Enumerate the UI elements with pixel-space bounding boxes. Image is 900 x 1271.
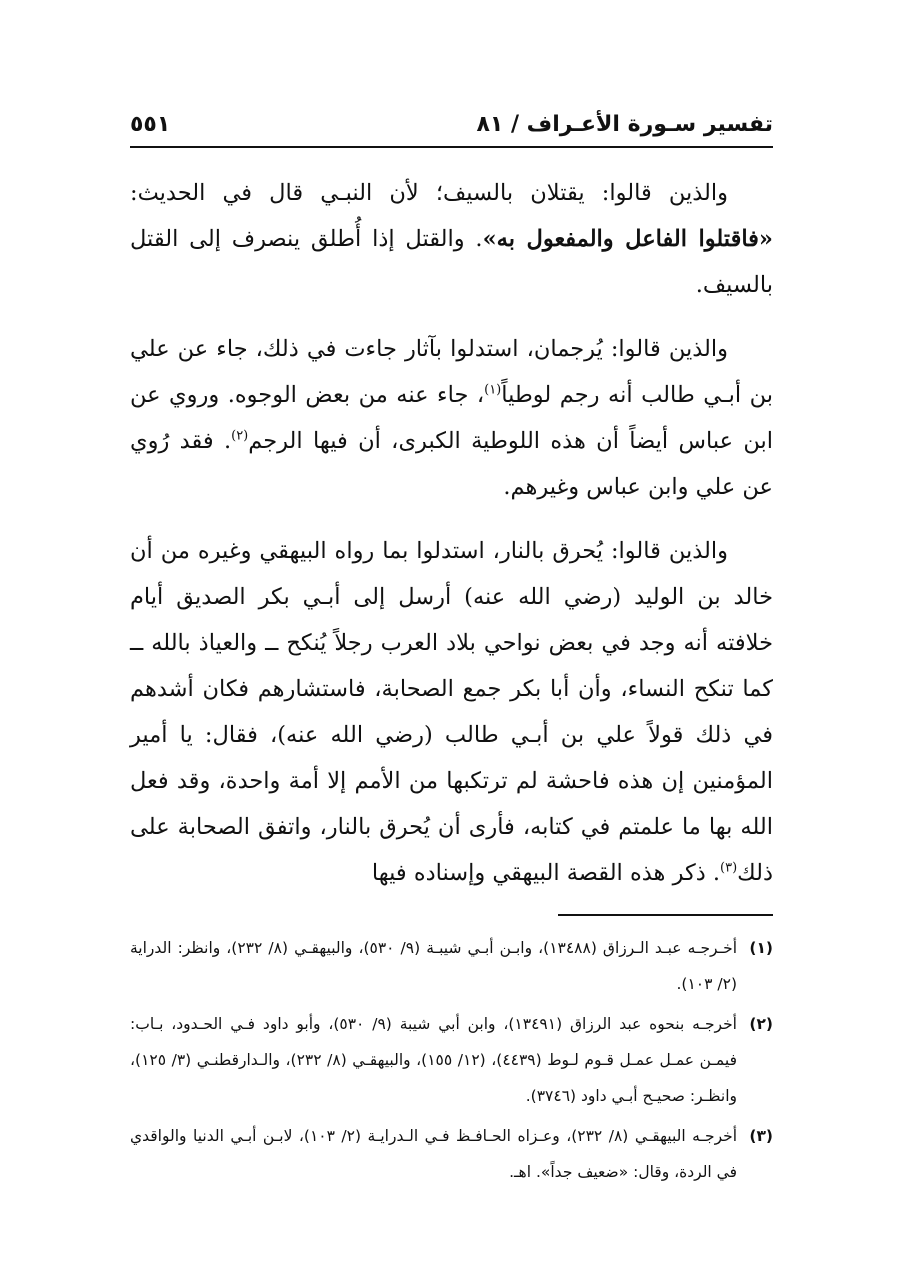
footnote-ref-2[interactable]: (٢) (231, 428, 249, 444)
paragraph-1 (130, 170, 773, 308)
footnote-number: (٣) (749, 1127, 773, 1145)
footnote-text: أخرجـه البيهقـي (٨/ ٢٣٢)، وعـزاه الحـافـظ فـي الـدرايـة (٢/ ١٠٣)، لابـن أبـي الدنيا والواقدي في الردة، وقال: «ضعيف جداً». اهـ. (130, 1127, 738, 1181)
paragraph-text: والذين قالوا: يُرجمان، استدلوا بآثار جاءت في ذلك، جاء عن علي بن أبـي طالب أنه رجم لوطياً (130, 336, 773, 408)
page-number: ٥٥١ (130, 112, 171, 137)
paragraph-text: . والقتل إذا أُطلق ينصرف إلى القتل بالسيف. (130, 226, 773, 298)
footnote-number: (٢) (749, 1015, 773, 1033)
main-text (130, 170, 773, 896)
footnote-2 (130, 1006, 773, 1114)
footnote-1 (130, 930, 773, 1002)
footnotes (130, 930, 773, 1190)
footnote-text: أخـرجـه عبـد الـرزاق (١٣٤٨٨)، وابـن أبـي شيبـة (٩/ ٥٣٠)، والبيهقـي (٨/ ٢٣٢)، وانظر: الدراية (٢/ ١٠٣). (130, 939, 738, 993)
footnote-ref-3[interactable]: (٣) (720, 860, 738, 876)
book-page (130, 100, 773, 1194)
paragraph-text: . فقد رُوي عن علي وابن عباس وغيرهم. (130, 428, 773, 500)
footnote-3 (130, 1118, 773, 1190)
footnote-separator (558, 914, 773, 916)
paragraph-3 (130, 528, 773, 896)
footnote-text: أخرجـه بنحوه عبد الرزاق (١٣٤٩١)، وابن أبي شيبة (٩/ ٥٣٠)، وأبو داود فـي الحـدود، بـاب: فيمـن عمـل عمـل قـوم لـوط (٤٤٣٩)، (١٢/ ١٥٥)، والبيهقـي (٨/ ٢٣٢)، والـدارقطنـي (٣/ ١٢٥)، وانظـر: صحيـح أبـي داود (٣٧٤٦). (130, 1015, 737, 1105)
footnote-ref-1[interactable]: (١) (484, 382, 502, 398)
paragraph-text: . ذكر هذه القصة البيهقي وإسناده فيها (371, 860, 721, 886)
header-title: تفسير سـورة الأعـراف / ٨١ (476, 112, 773, 137)
hadith-quote: «فاقتلوا الفاعل والمفعول به» (482, 226, 773, 252)
footnote-number: (١) (749, 939, 773, 957)
paragraph-text: والذين قالوا: يُحرق بالنار، استدلوا بما رواه البيهقي وغيره من أن خالد بن الوليد (رضي الله عنه) أرسل إلى أبـي بكر الصديق أيام خلافته أنه وجد في بعض نواحي بلاد العرب رجلاً يُنكح ــ والعياذ بالله ــ كما تنكح النساء، وأن أبا بكر جمع الصحابة، فاستشارهم فكان أشدهم في ذلك قولاً علي بن أبـي طالب (رضي الله عنه)، فقال: يا أمير المؤمنين إن هذه فاحشة لم ترتكبها من الأمم إلا أمة واحدة، وقد فعل الله بها ما علمتم في كتابه، فأرى أن يُحرق بالنار، واتفق الصحابة على ذلك (130, 538, 773, 886)
paragraph-2 (130, 326, 773, 510)
running-header (130, 100, 773, 148)
paragraph-text: ، جاء عنه من بعض الوجوه. وروي عن ابن عباس أيضاً أن هذه اللوطية الكبرى، أن فيها الرجم (130, 382, 773, 454)
paragraph-text: والذين قالوا: يقتلان بالسيف؛ لأن النبـي قال في الحديث: (130, 180, 728, 206)
